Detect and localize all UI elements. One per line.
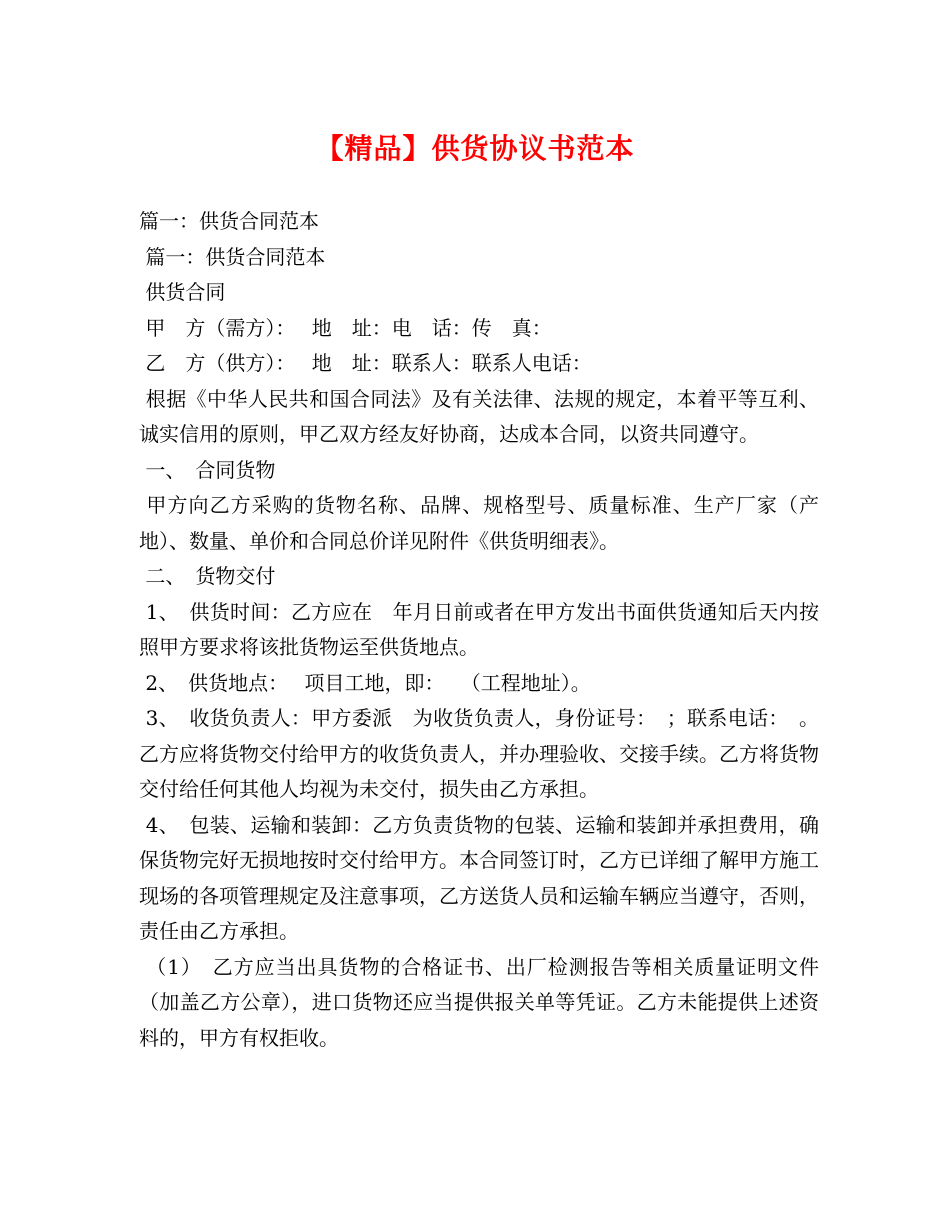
document-body xyxy=(139,204,819,1056)
document-title: 【精品】供货协议书范本 xyxy=(315,132,635,165)
delivery-time-paragraph: 1、 供货时间：乙方应在 年月日前或者在甲方发出书面供货通知后天内按照甲方要求将该批货物运至供货地点。 xyxy=(139,599,819,659)
clause-heading-goods: 一、 合同货物 xyxy=(139,457,276,482)
section-subheading: 篇一：供货合同范本 xyxy=(139,244,326,269)
preamble-paragraph: 根据《中华人民共和国合同法》及有关法律、法规的规定，本着平等互利、诚实信用的原则，甲乙双方经友好协商，达成本合同，以资共同遵守。 xyxy=(139,386,820,446)
section-heading: 篇一：供货合同范本 xyxy=(139,209,319,233)
goods-paragraph: 甲方向乙方采购的货物名称、品牌、规格型号、质量标准、生产厂家（产地）、数量、单价和合同总价详见附件《供货明细表》。 xyxy=(139,493,820,553)
contract-name: 供货合同 xyxy=(139,280,226,304)
receiver-paragraph: 3、 收货负责人：甲方委派 为收货负责人，身份证号： ；联系电话： 。乙方应将货物交付给甲方的收货负责人，并办理验收、交接手续。乙方将货物交付给任何其他人均视为未交付，损失由乙方承担。 xyxy=(139,706,819,801)
packaging-paragraph: 4、 包装、运输和装卸：乙方负责货物的包装、运输和装卸并承担费用，确保货物完好无损地按时交付给甲方。本合同签订时，乙方已详细了解甲方施工现场的各项管理规定及注意事项，乙方送货人员和运输车辆应当遵守，否则，责任由乙方承担。 xyxy=(139,812,819,943)
clause-heading-delivery: 二、 货物交付 xyxy=(139,564,276,588)
certificate-paragraph: （1） 乙方应当出具货物的合格证书、出厂检测报告等相关质量证明文件（加盖乙方公章），进口货物还应当提供报关单等凭证。乙方未能提供上述资料的，甲方有权拒收。 xyxy=(139,954,819,1050)
party-a-line: 甲 方（需方）： 地 址：电 话：传 真： xyxy=(139,315,552,340)
party-b-line: 乙 方（供方）： 地 址：联系人：联系人电话： xyxy=(139,351,592,375)
delivery-place-paragraph: 2、 供货地点： 项目工地，即： （工程地址）。 xyxy=(139,670,591,695)
